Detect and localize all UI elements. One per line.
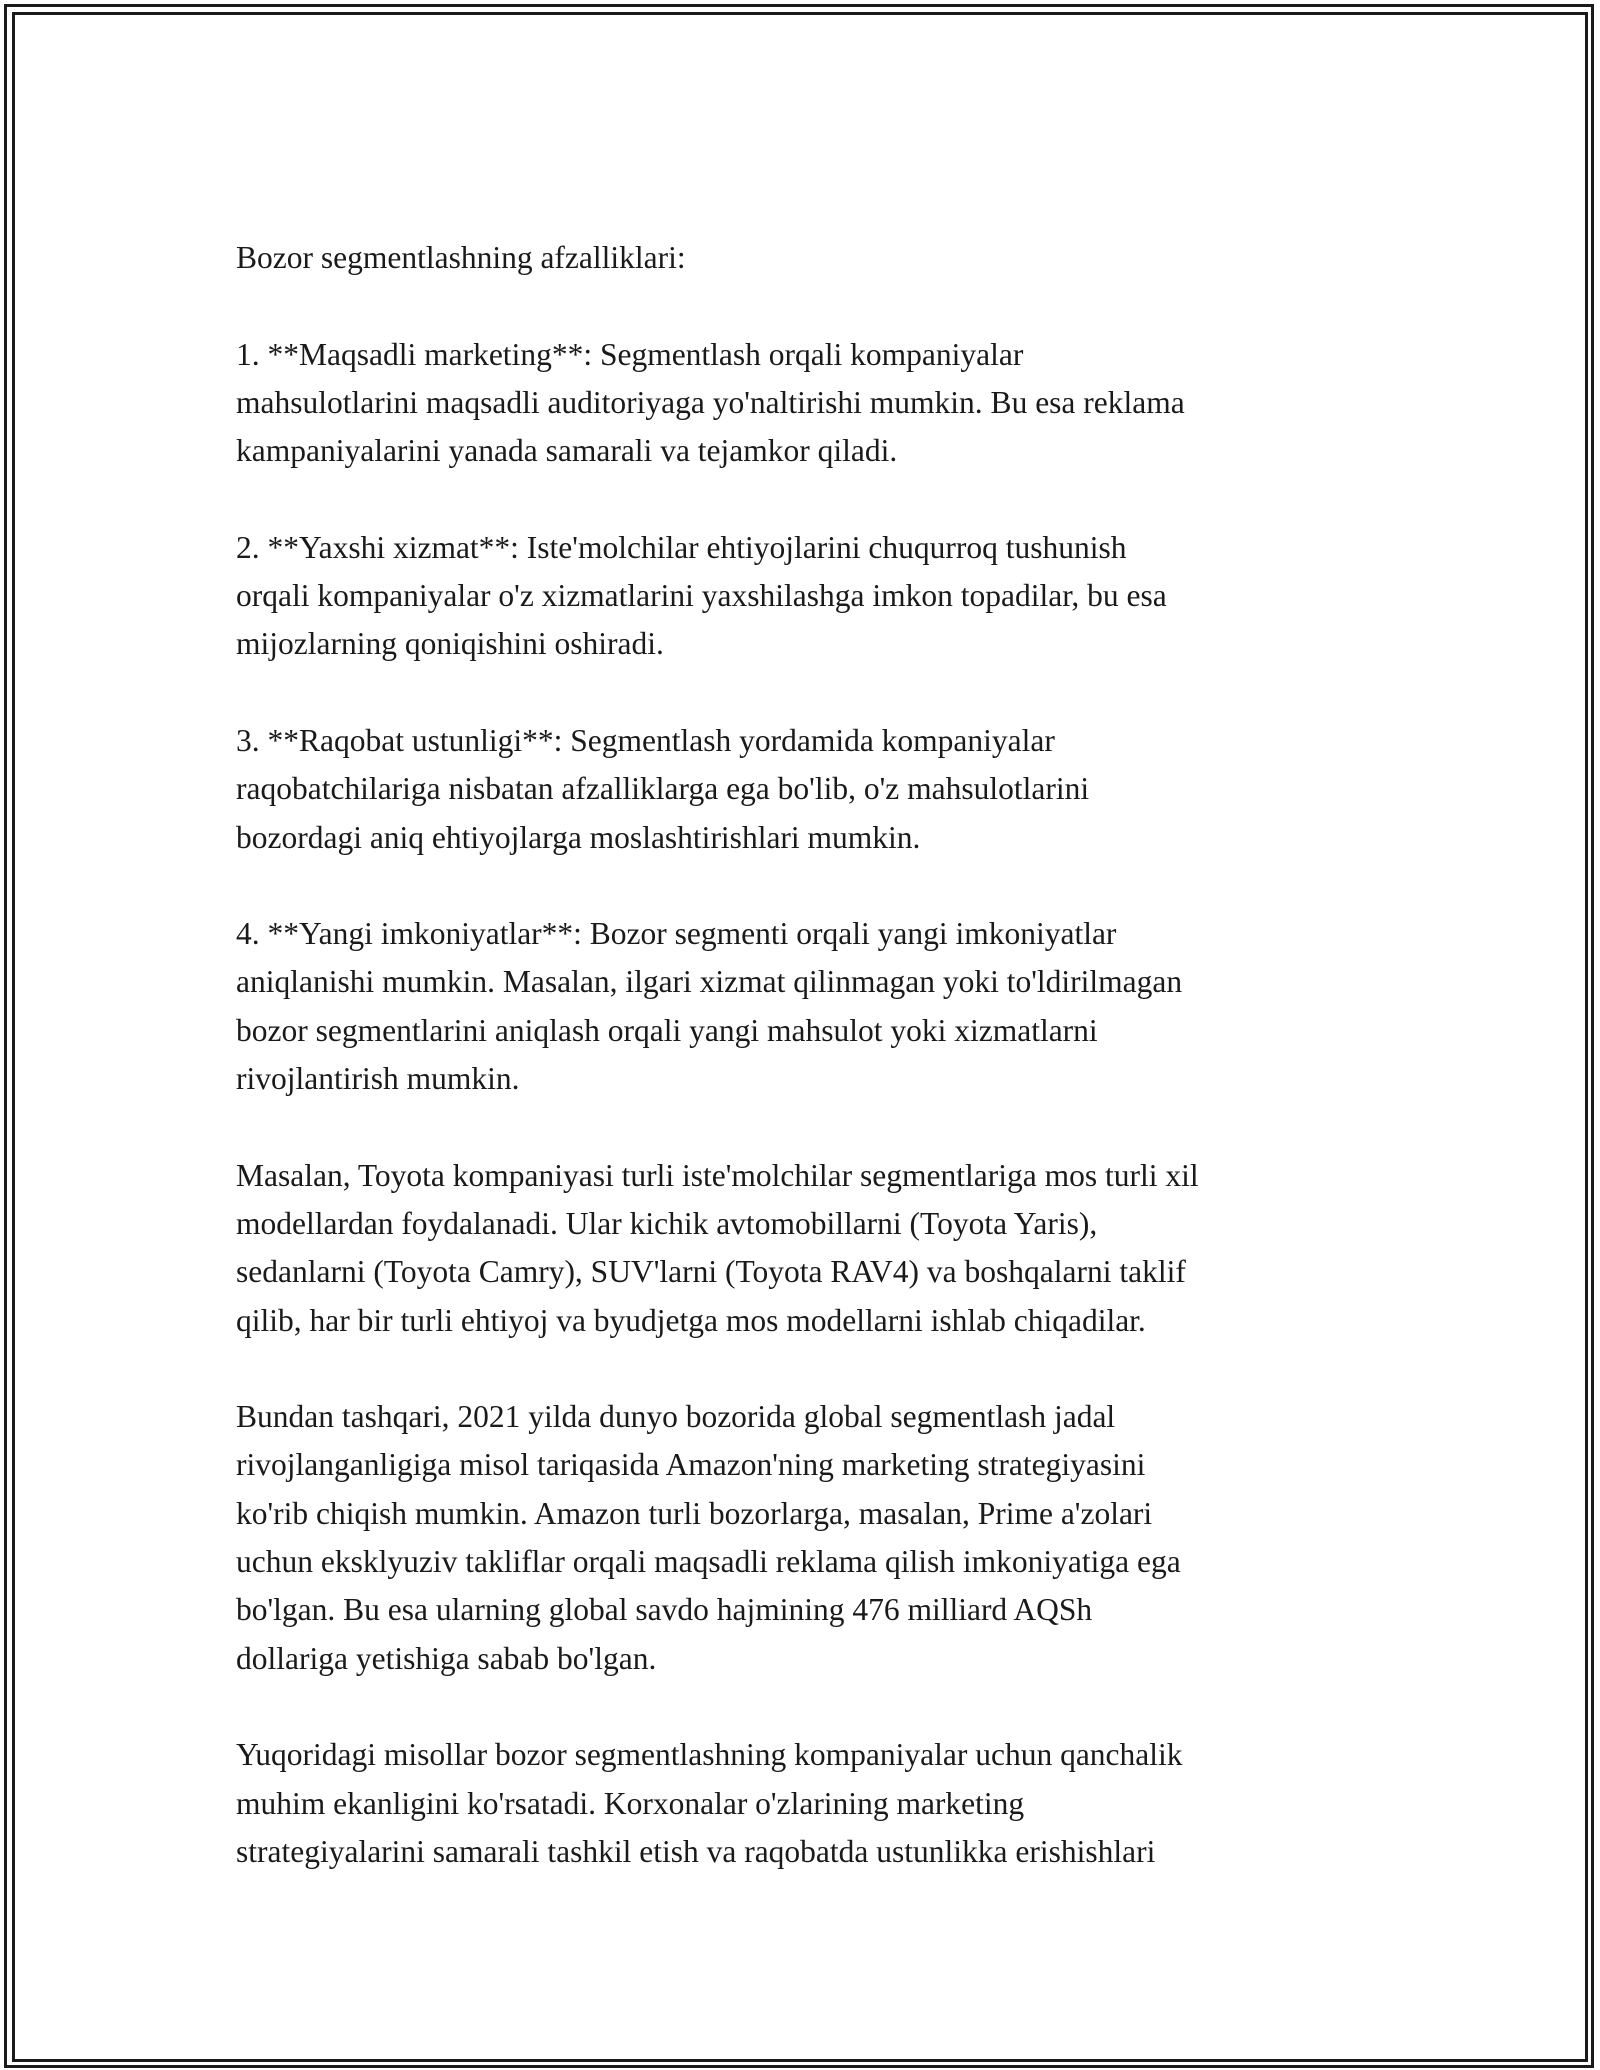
paragraph — [236, 1731, 1386, 1876]
paragraph-line: Bundan tashqari, 2021 yilda dunyo bozorida global segmentlash jadal — [236, 1399, 1116, 1435]
paragraph-line: modellardan foydalanadi. Ular kichik avtomobillarni (Toyota Yaris), — [236, 1205, 1098, 1241]
paragraph-line: dollariga yetishiga sabab bo'lgan. — [236, 1640, 657, 1676]
paragraph-line: muhim ekanligini ko'rsatadi. Korxonalar o'zlarining marketing — [236, 1785, 1025, 1821]
paragraph-line: 3. **Raqobat ustunligi**: Segmentlash yordamida kompaniyalar — [236, 722, 1055, 758]
paragraph-line: 4. **Yangi imkoniyatlar**: Bozor segmenti orqali yangi imkoniyatlar — [236, 916, 1117, 952]
paragraph-line: bozor segmentlarini aniqlash orqali yangi mahsulot yoki xizmatlarni — [236, 1012, 1098, 1048]
paragraph-line: rivojlantirish mumkin. — [236, 1061, 520, 1097]
document-body — [236, 234, 1386, 1876]
paragraph-line: uchun eksklyuziv takliflar orqali maqsadli reklama qilish imkoniyatiga ega — [236, 1544, 1181, 1580]
paragraph-line: mijozlarning qoniqishini oshiradi. — [236, 626, 664, 662]
paragraph-line: strategiyalarini samarali tashkil etish va raqobatda ustunlikka erishishlari — [236, 1833, 1156, 1869]
paragraph-line: orqali kompaniyalar o'z xizmatlarini yaxshilashga imkon topadilar, bu esa — [236, 578, 1167, 614]
paragraph — [236, 1393, 1386, 1683]
paragraph — [236, 1152, 1386, 1345]
paragraph-line: ko'rib chiqish mumkin. Amazon turli bozorlarga, masalan, Prime a'zolari — [236, 1495, 1153, 1531]
paragraph-line: bozordagi aniq ehtiyojlarga moslashtirishlari mumkin. — [236, 819, 921, 855]
paragraph-line: sedanlarni (Toyota Camry), SUV'larni (Toyota RAV4) va boshqalarni taklif — [236, 1254, 1186, 1290]
paragraph-line: 2. **Yaxshi xizmat**: Iste'molchilar ehtiyojlarini chuqurroq tushunish — [236, 529, 1127, 565]
document-heading: Bozor segmentlashning afzalliklari: — [236, 240, 686, 275]
paragraph-line: kampaniyalarini yanada samarali va tejamkor qiladi. — [236, 433, 898, 469]
paragraph-line: Yuqoridagi misollar bozor segmentlashning kompaniyalar uchun qanchalik — [236, 1737, 1183, 1773]
paragraph-line: rivojlanganligiga misol tariqasida Amazon'ning marketing strategiyasini — [236, 1447, 1146, 1483]
paragraph — [236, 910, 1386, 1103]
paragraph-line: mahsulotlarini maqsadli auditoriyaga yo'naltirishi mumkin. Bu esa reklama — [236, 384, 1185, 420]
paragraph — [236, 331, 1386, 476]
paragraph-line: 1. **Maqsadli marketing**: Segmentlash orqali kompaniyalar — [236, 336, 1024, 372]
paragraph-line: raqobatchilariga nisbatan afzalliklarga ega bo'lib, o'z mahsulotlarini — [236, 771, 1090, 807]
paragraph — [236, 717, 1386, 862]
paragraph-line: aniqlanishi mumkin. Masalan, ilgari xizmat qilinmagan yoki to'ldirilmagan — [236, 964, 1183, 1000]
paragraph — [236, 524, 1386, 669]
paragraph-line: Masalan, Toyota kompaniyasi turli iste'molchilar segmentlariga mos turli xil — [236, 1157, 1199, 1193]
paragraph-line: qilib, har bir turli ehtiyoj va byudjetga mos modellarni ishlab chiqadilar. — [236, 1302, 1146, 1338]
paragraph-line: bo'lgan. Bu esa ularning global savdo hajmining 476 milliard AQSh — [236, 1592, 1093, 1628]
